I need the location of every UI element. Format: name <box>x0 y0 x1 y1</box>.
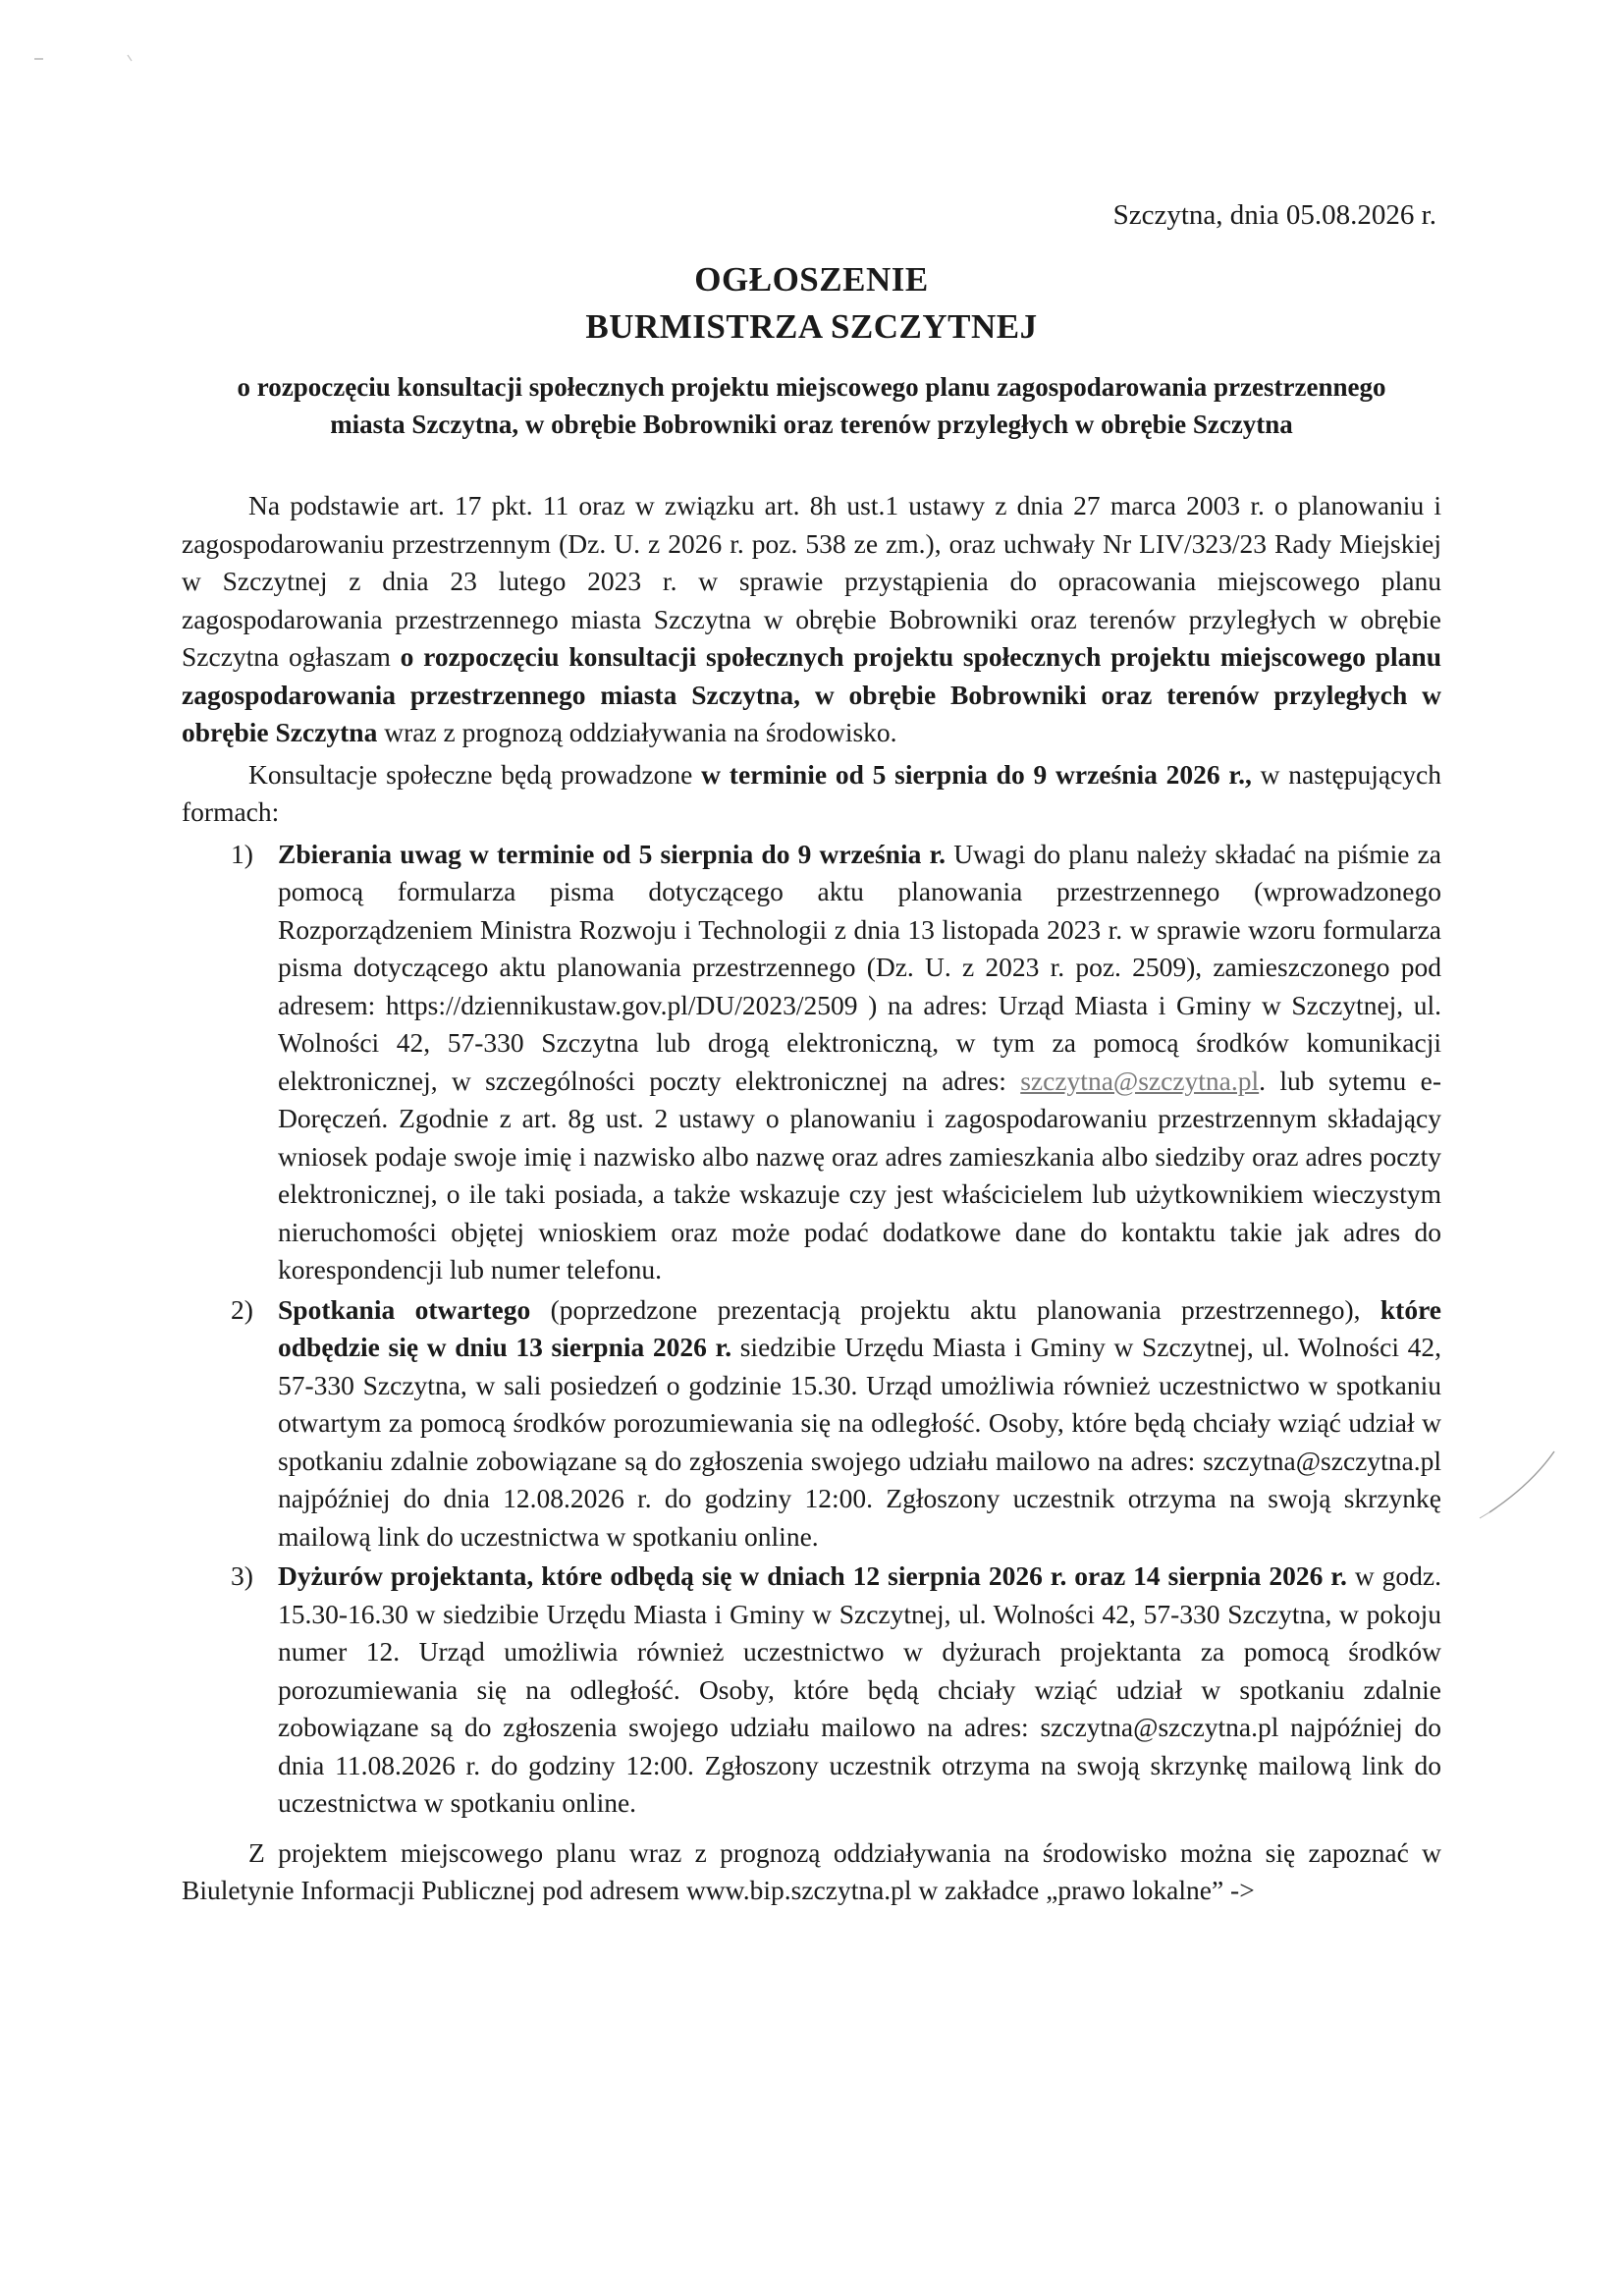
document-issuer: BURMISTRZA SZCZYTNEJ <box>585 307 1038 346</box>
form-text: (poprzedzone prezentacją projektu aktu planowania przestrzennego), <box>530 1293 1380 1325</box>
document-body <box>182 487 1441 1910</box>
form-text: w godz. 15.30-16.30 w siedzibie Urzędu Miasta i Gminy w Szczytnej, ul. Wolności 42, 57-330 Szczytna, w pokoju numer 12. Urząd umożliwia również uczestnictwo w dyżurach projektanta za pomocą środków porozumiewania się na odległość. Osoby, które będą chciały wziąć udział w spotkaniu zdalnie zobowiązane są do zgłoszenia swojego udziału mailowo na adres: szczytna@szczytna.pl najpóźniej do dnia 11.08.2026 r. do godziny 12:00. Zgłoszony uczestnik otrzyma na swoją skrzynkę mailową link do uczestnictwa w spotkaniu online. <box>278 1560 1441 1818</box>
consultation-text-end: w następujących formach: <box>182 758 1442 827</box>
form-text-end: siedzibie Urzędu Miasta i Gminy w Szczytnej, ul. Wolności 42, 57-330 Szczytna, w sali posiedzeń o godzinie 15.30. Urząd umożliwia również uczestnictwo w spotkaniu otwartym za pomocą środków porozumiewania się na odległość. Osoby, które będą chciały wziąć udział w spotkaniu zdalnie zobowiązane są do zgłoszenia swojego udziału mailowo na adres: szczytna@szczytna.pl najpóźniej do dnia 12.08.2026 r. do godziny 12:00. Zgłoszony uczestnik otrzyma na swoją skrzynkę mailową link do uczestnictwa w spotkaniu online. <box>278 1332 1441 1552</box>
closing-paragraph: Z projektem miejscowego planu wraz z prognozą oddziaływania na środowisko można się zapoznać w Biuletynie Informacji Publicznej pod adresem www.bip.szczytna.pl w zakładce „prawo lokalne” -> <box>182 1836 1441 1905</box>
intro-text-end: wraz z prognozą oddziaływania na środowisko. <box>377 717 897 747</box>
document-subtitle: o rozpoczęciu konsultacji społecznych projektu miejscowego planu zagospodarowania przestrzennego miasta Szczytna, w obrębie Bobrowniki oraz terenów przyległych w obrębie Szczytna <box>237 372 1386 439</box>
document-title: OGŁOSZENIE <box>694 260 929 299</box>
form-heading: Spotkania otwartego <box>278 1293 531 1325</box>
intro-bold-text: o rozpoczęciu konsultacji społecznych projektu społecznych projektu miejscowego planu zagospodarowania przestrzennego miasta Szczytna, w obrębie Bobrowniki oraz terenów przyległych w obrębie Szczytna <box>182 641 1441 747</box>
meeting-date: które odbędzie się w dniu 13 sierpnia 2026 r. <box>278 1293 1442 1362</box>
consultation-term: w terminie od 5 sierpnia do 9 września 2026 r., <box>701 758 1252 790</box>
scan-speck <box>29 49 137 69</box>
list-item-number: 2) <box>231 1293 253 1325</box>
consultation-text: Konsultacje społeczne będą prowadzone <box>248 758 702 790</box>
intro-paragraph <box>182 487 1441 752</box>
document-date: Szczytna, dnia 05.08.2026 r. <box>1112 199 1436 231</box>
form-text-end: . lub sytemu e-Doręczeń. Zgodnie z art. 8g ust. 2 ustawy o planowaniu i zagospodarowaniu przestrzennym składający wniosek podaje swoje imię i nazwisko albo nazwę oraz adres zamieszkania albo siedziby oraz adres poczty elektronicznej, o ile taki posiada, a także wskazuje czy jest właścicielem lub użytkownikiem wieczystym nieruchomości objętej wnioskiem oraz może podać dodatkowe dane do kontaktu takie jak adres do korespondencji lub numer telefonu. <box>278 1065 1441 1285</box>
list-item-number: 1) <box>231 838 253 869</box>
list-item <box>182 836 1441 1289</box>
form-heading: Dyżurów projektanta, które odbędą się w dniach 12 sierpnia 2026 r. oraz 14 sierpnia 2026 r. <box>278 1560 1347 1591</box>
consultation-paragraph <box>182 756 1441 832</box>
form-text: Uwagi do planu należy składać na piśmie za pomocą formularza pisma dotyczącego aktu planowania przestrzennego (wprowadzonego Rozporządzeniem Ministra Rozwoju i Technologii z dnia 13 listopada 2023 r. w sprawie wzoru formularza pisma dotyczącego aktu planowania przestrzennego (Dz. U. z 2023 r. poz. 2509), zamieszczonego pod adresem: https://dziennikustaw.gov.pl/DU/2023/2509 ) na adres: Urząd Miasta i Gminy w Szczytnej, ul. Wolności 42, 57-330 Szczytna lub drogą elektroniczną, w tym za pomocą środków komunikacji elektronicznej, w szczególności poczty elektronicznej na adres: <box>278 838 1441 1096</box>
form-heading: Zbierania uwag w terminie od 5 sierpnia do 9 września r. <box>278 838 947 869</box>
pen-mark <box>1476 1444 1564 1532</box>
list-item-number: 3) <box>231 1560 253 1591</box>
intro-text: Na podstawie art. 17 pkt. 11 oraz w związku art. 8h ust.1 ustawy z dnia 27 marca 2003 r. o planowaniu i zagospodarowaniu przestrzennym (Dz. U. z 2026 r. poz. 538 ze zm.), oraz uchwały Nr LIV/323/23 Rady Miejskiej w Szczytnej z dnia 23 lutego 2023 r. w sprawie przystąpienia do opracowania miejscowego planu zagospodarowania przestrzennego miasta Szczytna w obrębie Bobrowniki oraz terenów przyległych w obrębie Szczytna ogłaszam <box>182 490 1441 672</box>
email-link[interactable]: szczytna@szczytna.pl <box>1020 1065 1260 1096</box>
consultation-forms-list <box>182 836 1441 1823</box>
list-item <box>182 1558 1441 1823</box>
list-item <box>182 1291 1441 1557</box>
